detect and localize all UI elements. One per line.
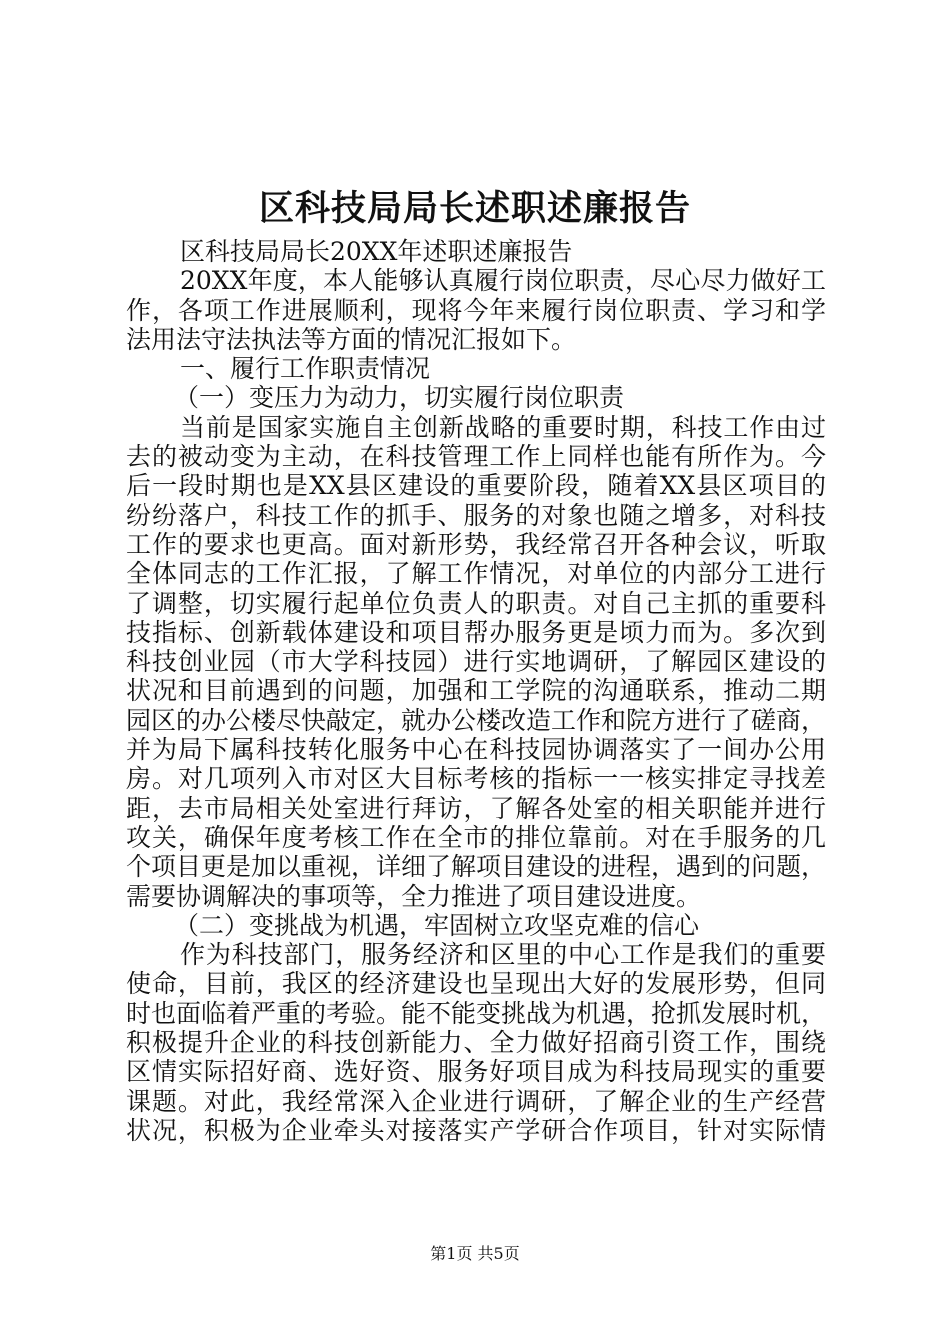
paragraph-line: 并为局下属科技转化服务中心在科技园协调落实了一间办公用: [126, 735, 826, 765]
paragraph-line: 状况，积极为企业牵头对接落实产学研合作项目，针对实际情: [126, 1115, 826, 1145]
paragraph-line: 纷纷落户，科技工作的抓手、服务的对象也随之增多，对科技: [126, 500, 826, 530]
paragraph-line: 课题。对此，我经常深入企业进行调研，了解企业的生产经营: [126, 1086, 826, 1116]
page-number-footer: 第1页 共5页: [430, 1244, 520, 1263]
paragraph-line: 后一段时期也是XX县区建设的重要阶段，随着XX县区项目的: [126, 471, 826, 501]
paragraph-line: 园区的办公楼尽快敲定，就办公楼改造工作和院方进行了磋商，: [126, 705, 827, 735]
paragraph-line: 使命，目前，我区的经济建设也呈现出大好的发展形势，但同: [126, 969, 826, 999]
paragraph-line: 工作的要求也更高。面对新形势，我经常召开各种会议，听取: [126, 529, 826, 559]
document-body: [126, 237, 826, 1145]
paragraph-line: 当前是国家实施自主创新战略的重要时期，科技工作由过: [180, 412, 826, 442]
paragraph-line: 时也面临着严重的考验。能不能变挑战为机遇，抢抓发展时机，: [126, 998, 827, 1028]
paragraph-line: 法用法守法执法等方面的情况汇报如下。: [126, 324, 577, 354]
paragraph-line: 需要协调解决的事项等，全力推进了项目建设进度。: [126, 881, 702, 911]
paragraph-line: 状况和目前遇到的问题，加强和工学院的沟通联系，推动二期: [126, 676, 826, 706]
paragraph-line: 全体同志的工作汇报，了解工作情况，对单位的内部分工进行: [126, 559, 826, 589]
document-title: 区科技局局长述职述廉报告: [258, 189, 691, 229]
paragraph-line: 作，各项工作进展顺利，现将今年来履行岗位职责、学习和学: [126, 295, 826, 325]
paragraph-line: 房。对几项列入市对区大目标考核的指标一一核实排定寻找差: [126, 764, 826, 794]
paragraph-line: 了调整，切实履行起单位负责人的职责。对自己主抓的重要科: [126, 588, 826, 618]
paragraph-line: 积极提升企业的科技创新能力、全力做好招商引资工作，围绕: [126, 1028, 826, 1058]
paragraph-line: 攻关，确保年度考核工作在全市的排位靠前。对在手服务的几: [126, 822, 826, 852]
paragraph-line: 去的被动变为主动，在科技管理工作上同样也能有所作为。今: [126, 442, 826, 472]
paragraph-line: 区科技局局长20XX年述职述廉报告: [180, 237, 573, 266]
section-heading: 一、履行工作职责情况: [180, 354, 431, 384]
paragraph-line: 科技创业园（市大学科技园）进行实地调研，了解园区建设的: [126, 647, 826, 677]
subsection-heading: （二）变挑战为机遇，牢固树立攻坚克难的信心: [174, 910, 700, 940]
paragraph-line: 区情实际招好商、选好资、服务好项目成为科技局现实的重要: [126, 1057, 826, 1087]
paragraph-line: 技指标、创新载体建设和项目帮办服务更是顷力而为。多次到: [126, 617, 826, 647]
paragraph-line: 个项目更是加以重视，详细了解项目建设的进程，遇到的问题，: [126, 852, 827, 882]
paragraph-line: 距，去市局相关处室进行拜访，了解各处室的相关职能并进行: [126, 793, 826, 823]
paragraph-line: 20XX年度，本人能够认真履行岗位职责，尽心尽力做好工: [180, 266, 826, 296]
subsection-heading: （一）变压力为动力，切实履行岗位职责: [174, 383, 625, 413]
paragraph-line: 作为科技部门，服务经济和区里的中心工作是我们的重要: [180, 940, 826, 970]
